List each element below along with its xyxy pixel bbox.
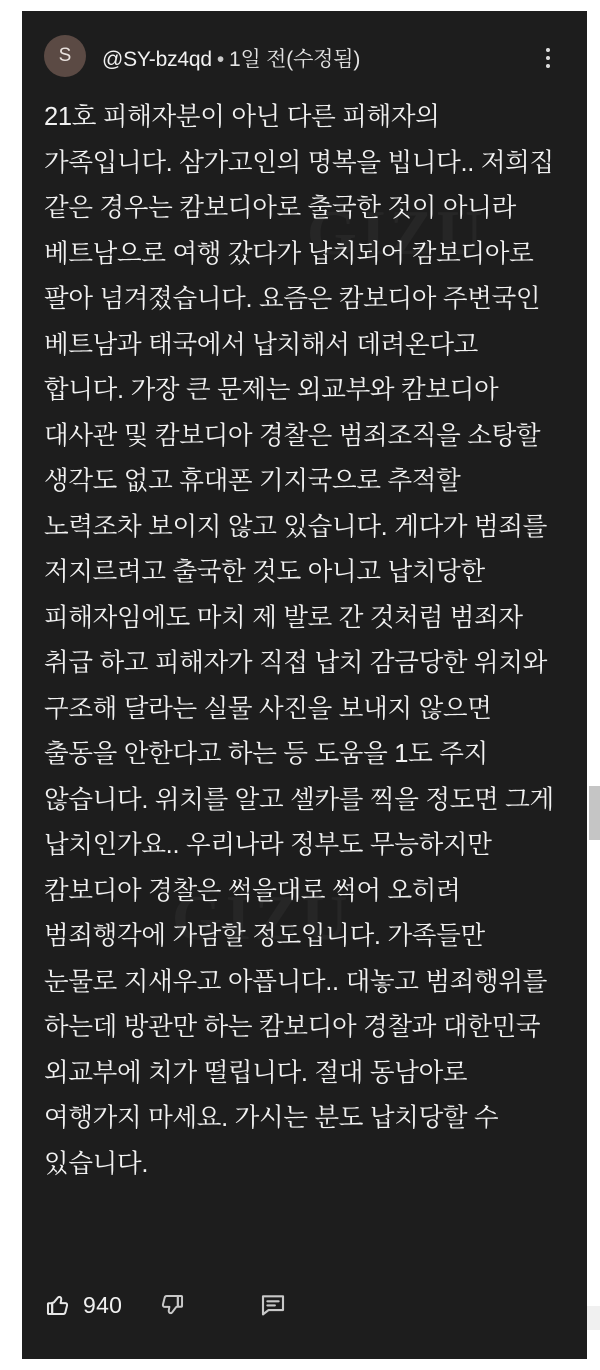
thumbs-down-icon [158,1291,186,1319]
kebab-dot-3 [546,64,550,68]
comment-text: 21호 피해자분이 아닌 다른 피해자의 가족입니다. 삼가고인의 명복을 빕니다.. 저희집 같은 경우는 캄보디아로 출국한 것이 아니라 베트남으로 여행 갔다가 납치되어 캄보디아로 팔아 넘겨졌습니다. 요즘은 캄보디아 주변국인 베트남과 태국에서 납치해서 데려온다고 합니다. 가장 큰 문제는 외교부와 캄보디아 대사관 및 캄보디아 경찰은 범죄조직을 소탕할 생각도 없고 휴대폰 기지국으로 추적할 노력조차 보이지 않고 있습니다. 게다가 범죄를 저지르려고 출국한 것도 아니고 납치당한 피해자임에도 마치 제 발로 간 것처럼 범죄자 취급 하고 피해자가 직접 납치 감금당한 위치와 구조해 달라는 실물 사진을 보내지 않으면 출동을 안한다고 하는 등 도움을 1도 주지 않습니다. 위치를 알고 셀카를 찍을 정도면 그게 납치인가요.. 우리나라 정부도 무능하지만 캄보디아 경찰은 썩을대로 썩어 오히려 범죄행각에 가담할 정도입니다. 가족들만 눈물로 지새우고 아픕니다.. 대놓고 범죄행위를 하는데 방관만 하는 캄보디아 경찰과 대한민국 외교부에 치가 떨립니다. 절대 동남아로 여행가지 마세요. 가시는 분도 납치당할 수 있습니다. [44,103,561,1178]
kebab-dot-2 [546,56,550,60]
kebab-menu-icon[interactable] [535,43,561,73]
like-count: 940 [83,1291,123,1318]
reply-bubble-icon [258,1290,288,1320]
comment-header [22,35,587,87]
meta-separator: • [216,48,224,71]
comment-timestamp[interactable]: 1일 전(수정됨) [228,48,361,71]
right-edge-artifact [589,786,600,840]
right-edge-artifact-2 [587,1306,600,1330]
thumbs-up-icon [44,1291,72,1319]
avatar[interactable]: S [44,35,86,77]
like-button[interactable] [44,1291,122,1319]
kebab-dot-1 [546,48,550,52]
comment-actions [44,1285,564,1325]
author-handle[interactable]: @SY-bz4qd [102,48,212,71]
reply-button[interactable] [258,1290,288,1320]
comment-meta [102,43,360,73]
dislike-button[interactable] [158,1291,186,1319]
comment-card [22,11,587,1359]
